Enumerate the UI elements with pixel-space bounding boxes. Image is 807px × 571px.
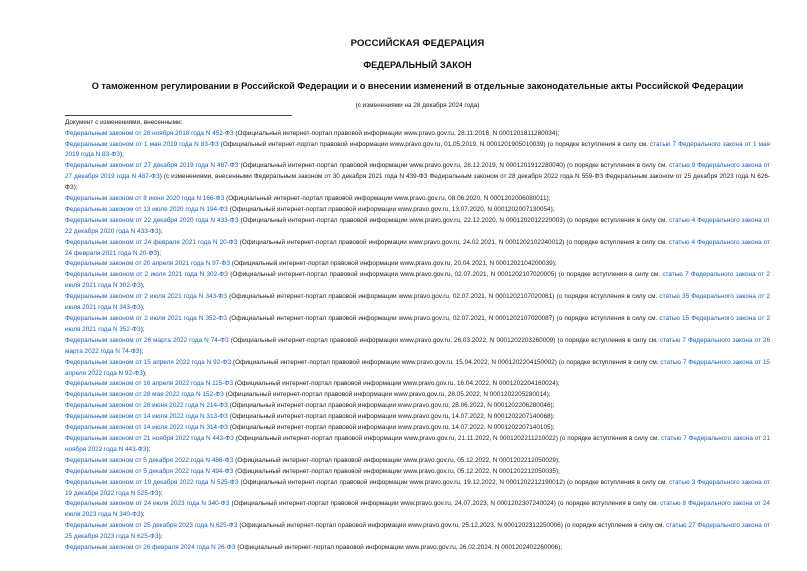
amendment-tail-text: );: [140, 304, 145, 312]
amendment-law-link[interactable]: Федеральным законом от 8 июня 2020 года N 166-ФЗ: [65, 195, 225, 203]
article-link[interactable]: статью 7 Федерального закона от 1 мая 2019 года N 83-ФЗ: [65, 140, 770, 159]
article-link[interactable]: статью 3 Федерального закона от 19 декабря 2022 года N 525-ФЗ: [65, 478, 770, 497]
country-heading: РОССИЙСКАЯ ФЕДЕРАЦИЯ: [350, 38, 485, 49]
amendment-item: [65, 478, 770, 500]
amendment-source-text: (Официальный интернет-портал правовой информации www.pravo.gov.ru, 28.12.2019, N 0001201912280040) (о порядке вступления в силу см.: [238, 162, 670, 170]
amendment-law-link[interactable]: Федеральным законом от 20 апреля 2021 года N 97-ФЗ: [65, 260, 231, 268]
amendment-law-link[interactable]: Федеральным законом от 13 июля 2020 года N 194-ФЗ: [65, 205, 228, 213]
amendment-item: [65, 390, 770, 401]
amendment-source-text: (Официальный интернет-портал правовой информации www.pravo.gov.ru, 19.12.2022, N 0001202212190012) (о порядке вступления в силу см.: [238, 478, 670, 486]
amendment-item: [65, 194, 770, 205]
article-link[interactable]: статью 35 Федерального закона от 2 июля 2021 года N 343-ФЗ: [65, 293, 771, 312]
amendment-law-link[interactable]: Федеральным законом от 28 июня 2022 года N 214-ФЗ: [65, 402, 228, 410]
amendments-list: [65, 129, 770, 554]
amendment-law-link[interactable]: Федеральным законом от 16 апреля 2022 года N 115-ФЗ: [65, 380, 234, 388]
amendment-source-text: (Официальный интернет-портал правовой информации www.pravo.gov.ru, 01.05.2019, N 0001201905010039) (о порядке вступления в силу см.: [218, 140, 650, 148]
amendment-item: [65, 140, 770, 162]
amendment-source-text: (Официальный интернет-портал правовой информации www.pravo.gov.ru, 13.07.2020, N 0001202007130054);: [227, 205, 555, 213]
article-link[interactable]: статью 7 Федерального закона от 26 марта 2022 года N 74-ФЗ: [65, 336, 771, 355]
amendment-law-link[interactable]: Федеральным законом от 24 февраля 2021 года N 20-ФЗ: [65, 238, 238, 246]
amendment-item: [65, 543, 770, 554]
amendment-item: [65, 423, 770, 434]
amendment-law-link[interactable]: Федеральным законом от 14 июля 2022 года N 313-ФЗ: [65, 413, 228, 421]
divider: [65, 115, 292, 116]
amendment-law-link[interactable]: Федеральным законом от 26 марта 2022 года N 74-ФЗ: [65, 336, 229, 344]
amendment-item: [65, 238, 770, 260]
amendment-source-text: (Официальный интернет-портал правовой информации www.pravo.gov.ru, 28.06.2022, N 0001202206280046);: [227, 402, 555, 410]
amendment-source-text: (Официальный интернет-портал правовой информации www.pravo.gov.ru, 15.04.2022, N 0001202204150002) (о порядке вступления в силу см.: [231, 358, 661, 366]
article-link[interactable]: статью 7 Федерального закона от 2 июля 2021 года N 302-ФЗ: [65, 271, 770, 290]
amendment-item: [65, 129, 770, 140]
amendment-item: [65, 401, 770, 412]
amendment-source-text: (Официальный интернет-портал правовой информации www.pravo.gov.ru, 16.04.2022, N 0001202204160024);: [233, 380, 560, 388]
amendment-item: [65, 259, 770, 270]
amendment-law-link[interactable]: Федеральным законом от 14 июля 2022 года N 314-ФЗ: [65, 424, 228, 432]
amendment-source-text: (Официальный интернет-портал правовой информации www.pravo.gov.ru, 28.11.2018, N 0001201811280034);: [233, 129, 560, 137]
amendment-tail-text: );: [139, 347, 144, 355]
article-link[interactable]: статью 15 Федерального закона от 2 июля 2021 года N 352-ФЗ: [65, 315, 771, 333]
article-link[interactable]: статью 9 Федерального закона от 27 декабря 2019 года N 487-ФЗ: [65, 162, 770, 181]
amendment-item: [65, 358, 770, 380]
amendment-law-link[interactable]: Федеральным законом от 15 апреля 2022 года N 92-ФЗ: [65, 358, 232, 366]
amendment-law-link[interactable]: Федеральным законом от 24 июля 2023 года N 340-ФЗ: [65, 500, 230, 508]
amendment-law-link[interactable]: Федеральным законом от 2 июля 2021 года N 302-ФЗ: [65, 271, 229, 279]
amendment-source-text: (Официальный интернет-портал правовой информации www.pravo.gov.ru, 25.12.2023, N 0001202312250006) (о порядке вступления в силу см.: [237, 522, 667, 530]
amendment-law-link[interactable]: Федеральным законом от 25 декабря 2023 года N 625-ФЗ: [65, 522, 238, 530]
amendment-item: [65, 456, 770, 467]
amendment-tail-text: );: [158, 533, 163, 541]
amendment-source-text: (Официальный интернет-портал правовой информации www.pravo.gov.ru, 02.07.2021, N 0001202107020061) (о порядке вступления в силу см.: [227, 293, 660, 301]
amendment-law-link[interactable]: Федеральным законом от 2 июля 2021 года N 343-ФЗ: [65, 293, 227, 301]
article-link[interactable]: статью 8 Федерального закона от 24 июля 2023 года N 340-ФЗ: [65, 500, 770, 519]
amendment-source-text: (Официальный интернет-портал правовой информации www.pravo.gov.ru, 24.02.2021, N 0001202102240012) (о порядке вступления в силу см.: [237, 238, 669, 246]
amendment-source-text: (Официальный интернет-портал правовой информации www.pravo.gov.ru, 05.12.2022, N 0001202212050029);: [233, 456, 560, 464]
amendment-law-link[interactable]: Федеральным законом от 2 июля 2021 года N 352-ФЗ: [65, 315, 227, 322]
amendment-law-link[interactable]: Федеральным законом от 28 мая 2022 года N 152-ФЗ: [65, 391, 224, 399]
amendment-law-link[interactable]: Федеральным законом от 5 декабря 2022 года N 494-ФЗ: [65, 467, 234, 475]
article-link[interactable]: статью 7 Федерального закона от 15 апреля 2022 года N 92-ФЗ: [65, 358, 770, 377]
amendment-item: [65, 521, 770, 543]
amendment-source-text: (Официальный интернет-портал правовой информации www.pravo.gov.ru, 22.12.2020, N 0001202012220003) (о порядке вступления в силу см.: [238, 216, 670, 224]
amendment-source-text: (Официальный интернет-портал правовой информации www.pravo.gov.ru, 14.07.2022, N 0001202207140105);: [227, 424, 555, 432]
amendment-tail-text: );: [158, 227, 163, 235]
amendment-tail-text: );: [120, 151, 124, 159]
amendment-law-link[interactable]: Федеральным законом от 5 декабря 2022 года N 486-ФЗ: [65, 456, 234, 464]
article-link[interactable]: статью 4 Федерального закона от 24 февраля 2021 года N 20-ФЗ: [65, 238, 770, 257]
amendment-item: [65, 467, 770, 478]
amendment-item: [65, 499, 770, 521]
amendment-item: [65, 379, 770, 390]
amendment-item: [65, 434, 770, 456]
amendment-item: [65, 336, 770, 358]
amendment-law-link[interactable]: Федеральным законом от 22 декабря 2020 года N 433-ФЗ: [65, 216, 239, 224]
amendment-source-text: (Официальный интернет-портал правовой информации www.pravo.gov.ru, 21.11.2022, N 0001202211210022) (о порядке вступления в силу см.: [233, 434, 661, 442]
article-link[interactable]: статью 4 Федерального закона от 22 декабря 2020 года N 433-ФЗ: [65, 216, 770, 235]
amendment-source-text: (Официальный интернет-портал правовой информации www.pravo.gov.ru, 08.06.2020, N 0001202006080011);: [224, 195, 551, 203]
amendment-law-link[interactable]: Федеральным законом от 19 декабря 2022 года N 525-ФЗ: [65, 478, 239, 486]
amendment-tail-text: );: [140, 511, 145, 519]
amendment-tail-text: );: [142, 369, 147, 377]
amendment-item: [65, 216, 770, 238]
amendment-item: [65, 314, 770, 336]
amendment-law-link[interactable]: Федеральным законом от 27 декабря 2019 года N 487-ФЗ: [65, 162, 239, 170]
amendment-item: [65, 205, 770, 216]
amendment-source-text: (Официальный интернет-портал правовой информации www.pravo.gov.ru, 24.07.2023, N 0001202307240024) (о порядке вступления в силу см.: [229, 500, 661, 508]
amendment-tail-text: );: [158, 489, 163, 497]
amendment-law-link[interactable]: Федеральным законом от 28 ноября 2018 года N 452-ФЗ: [65, 129, 234, 137]
amendment-item: [65, 292, 770, 314]
amendment-source-text: (Официальный интернет-портал правовой информации www.pravo.gov.ru, 20.04.2021, N 0001202104200039);: [230, 260, 557, 268]
document-title: О таможенном регулировании в Российской Федерации и о внесении изменений в отдельные законодательные акты Российской Федерации: [91, 81, 744, 91]
amendment-tail-text: );: [140, 282, 145, 290]
amendment-source-text: (Официальный интернет-портал правовой информации www.pravo.gov.ru, 26.03.2022, N 0001202203260009) (о порядке вступления в силу см.: [228, 336, 660, 344]
edition-note: (с изменениями на 28 декабря 2024 года): [355, 102, 480, 109]
law-type-heading: ФЕДЕРАЛЬНЫЙ ЗАКОН: [363, 60, 472, 70]
amendment-source-text: (Официальный интернет-портал правовой информации www.pravo.gov.ru, 26.02.2024, N 0001202402260006);: [235, 544, 563, 552]
amendment-law-link[interactable]: Федеральным законом от 21 ноября 2022 года N 443-ФЗ: [65, 434, 234, 442]
article-link[interactable]: статью 27 Федерального закона от 25 декабря 2023 года N 625-ФЗ: [65, 522, 770, 541]
amendment-source-text: (Официальный интернет-портал правовой информации www.pravo.gov.ru, 02.07.2021, N 0001202107020087) (о порядке вступления в силу см.: [227, 315, 660, 322]
amendments-label: Документ с изменениями, внесенными:: [65, 119, 183, 126]
amendment-tail-text: ) (с изменениями, внесенными Федеральным законом от 30 декабря 2021 года N 439-ФЗ Федеральным законом от 28 декабря 2022 года N 559-ФЗ Федеральным законом от 25 декабря 2023 года N 626-ФЗ);: [65, 173, 771, 192]
amendment-source-text: (Официальный интернет-портал правовой информации www.pravo.gov.ru, 05.12.2022, N 0001202212050035);: [233, 467, 560, 475]
amendment-item: [65, 270, 770, 292]
amendment-tail-text: );: [157, 249, 162, 257]
amendment-item: [65, 412, 770, 423]
amendment-tail-text: );: [140, 325, 145, 333]
amendment-source-text: (Официальный интернет-портал правовой информации www.pravo.gov.ru, 14.07.2022, N 0001202207140068);: [227, 413, 555, 421]
article-link[interactable]: статью 7 Федерального закона от 21 ноября 2022 года N 443-ФЗ: [65, 434, 770, 453]
amendment-tail-text: );: [146, 445, 151, 453]
amendment-source-text: (Официальный интернет-портал правовой информации www.pravo.gov.ru, 02.07.2021, N 0001202107020005) (о порядке вступления в силу см.: [228, 271, 663, 279]
amendment-law-link[interactable]: Федеральным законом от 1 мая 2019 года N 83-ФЗ: [65, 140, 219, 148]
amendment-law-link[interactable]: Федеральным законом от 26 февраля 2024 года N 26-ФЗ: [65, 544, 236, 552]
amendment-source-text: (Официальный интернет-портал правовой информации www.pravo.gov.ru, 28.05.2022, N 0001202205280014);: [223, 391, 551, 399]
amendment-item: [65, 161, 770, 194]
